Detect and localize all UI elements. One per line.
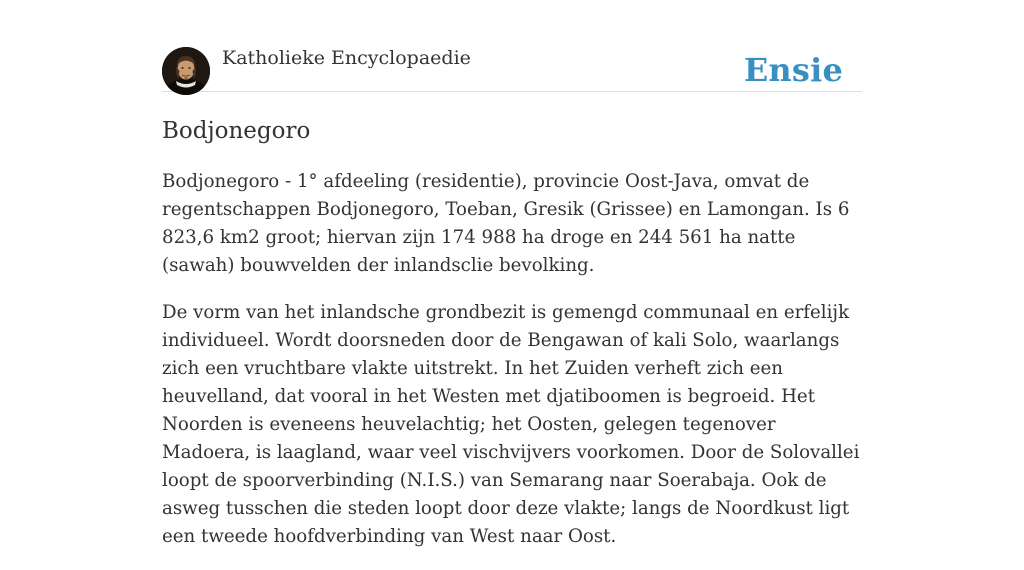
article-paragraph: Bodjonegoro - 1° afdeeling (residentie), provincie Oost-Java, omvat de regentschappen Bodjonegoro, Toeban, Gresik (Grissee) en Lamongan. Is 6 823,6 km2 groot; hiervan zijn 174 988 ha droge en 244 561 ha natte (sawah) bouwvelden der inlandsclie bevolking. (162, 171, 850, 276)
portrait-icon[interactable] (162, 47, 210, 95)
article-paragraph: De vorm van het inlandsche grondbezit is gemengd communaal en erfelijk individueel. Wordt doorsneden door de Bengawan of kali Solo, waarlangs zich een vruchtbare vlakte uitstrekt. In het Zuiden verheft zich een heuvelland, dat vooral in het Westen met djatiboomen is begroeid. Het Noorden is eveneens heuvelachtig; het Oosten, gelegen tegenover Madoera, is laagland, waar veel vischvijvers voorkomen. Door de Solovallei loopt de spoorverbinding (N.I.S.) van Semarang naar Soerabaja. Ook de asweg tusschen die steden loopt door deze vlakte; langs de Noordkust ligt een tweede hoofdverbinding van West naar Oost. (162, 302, 860, 547)
source-name[interactable]: Katholieke Encyclopaedie (222, 47, 471, 69)
page-title: Bodjonegoro (162, 118, 311, 144)
article-body (162, 168, 862, 570)
header (162, 0, 862, 92)
brand-logo[interactable]: Ensie (743, 51, 843, 89)
page-container (162, 0, 862, 547)
